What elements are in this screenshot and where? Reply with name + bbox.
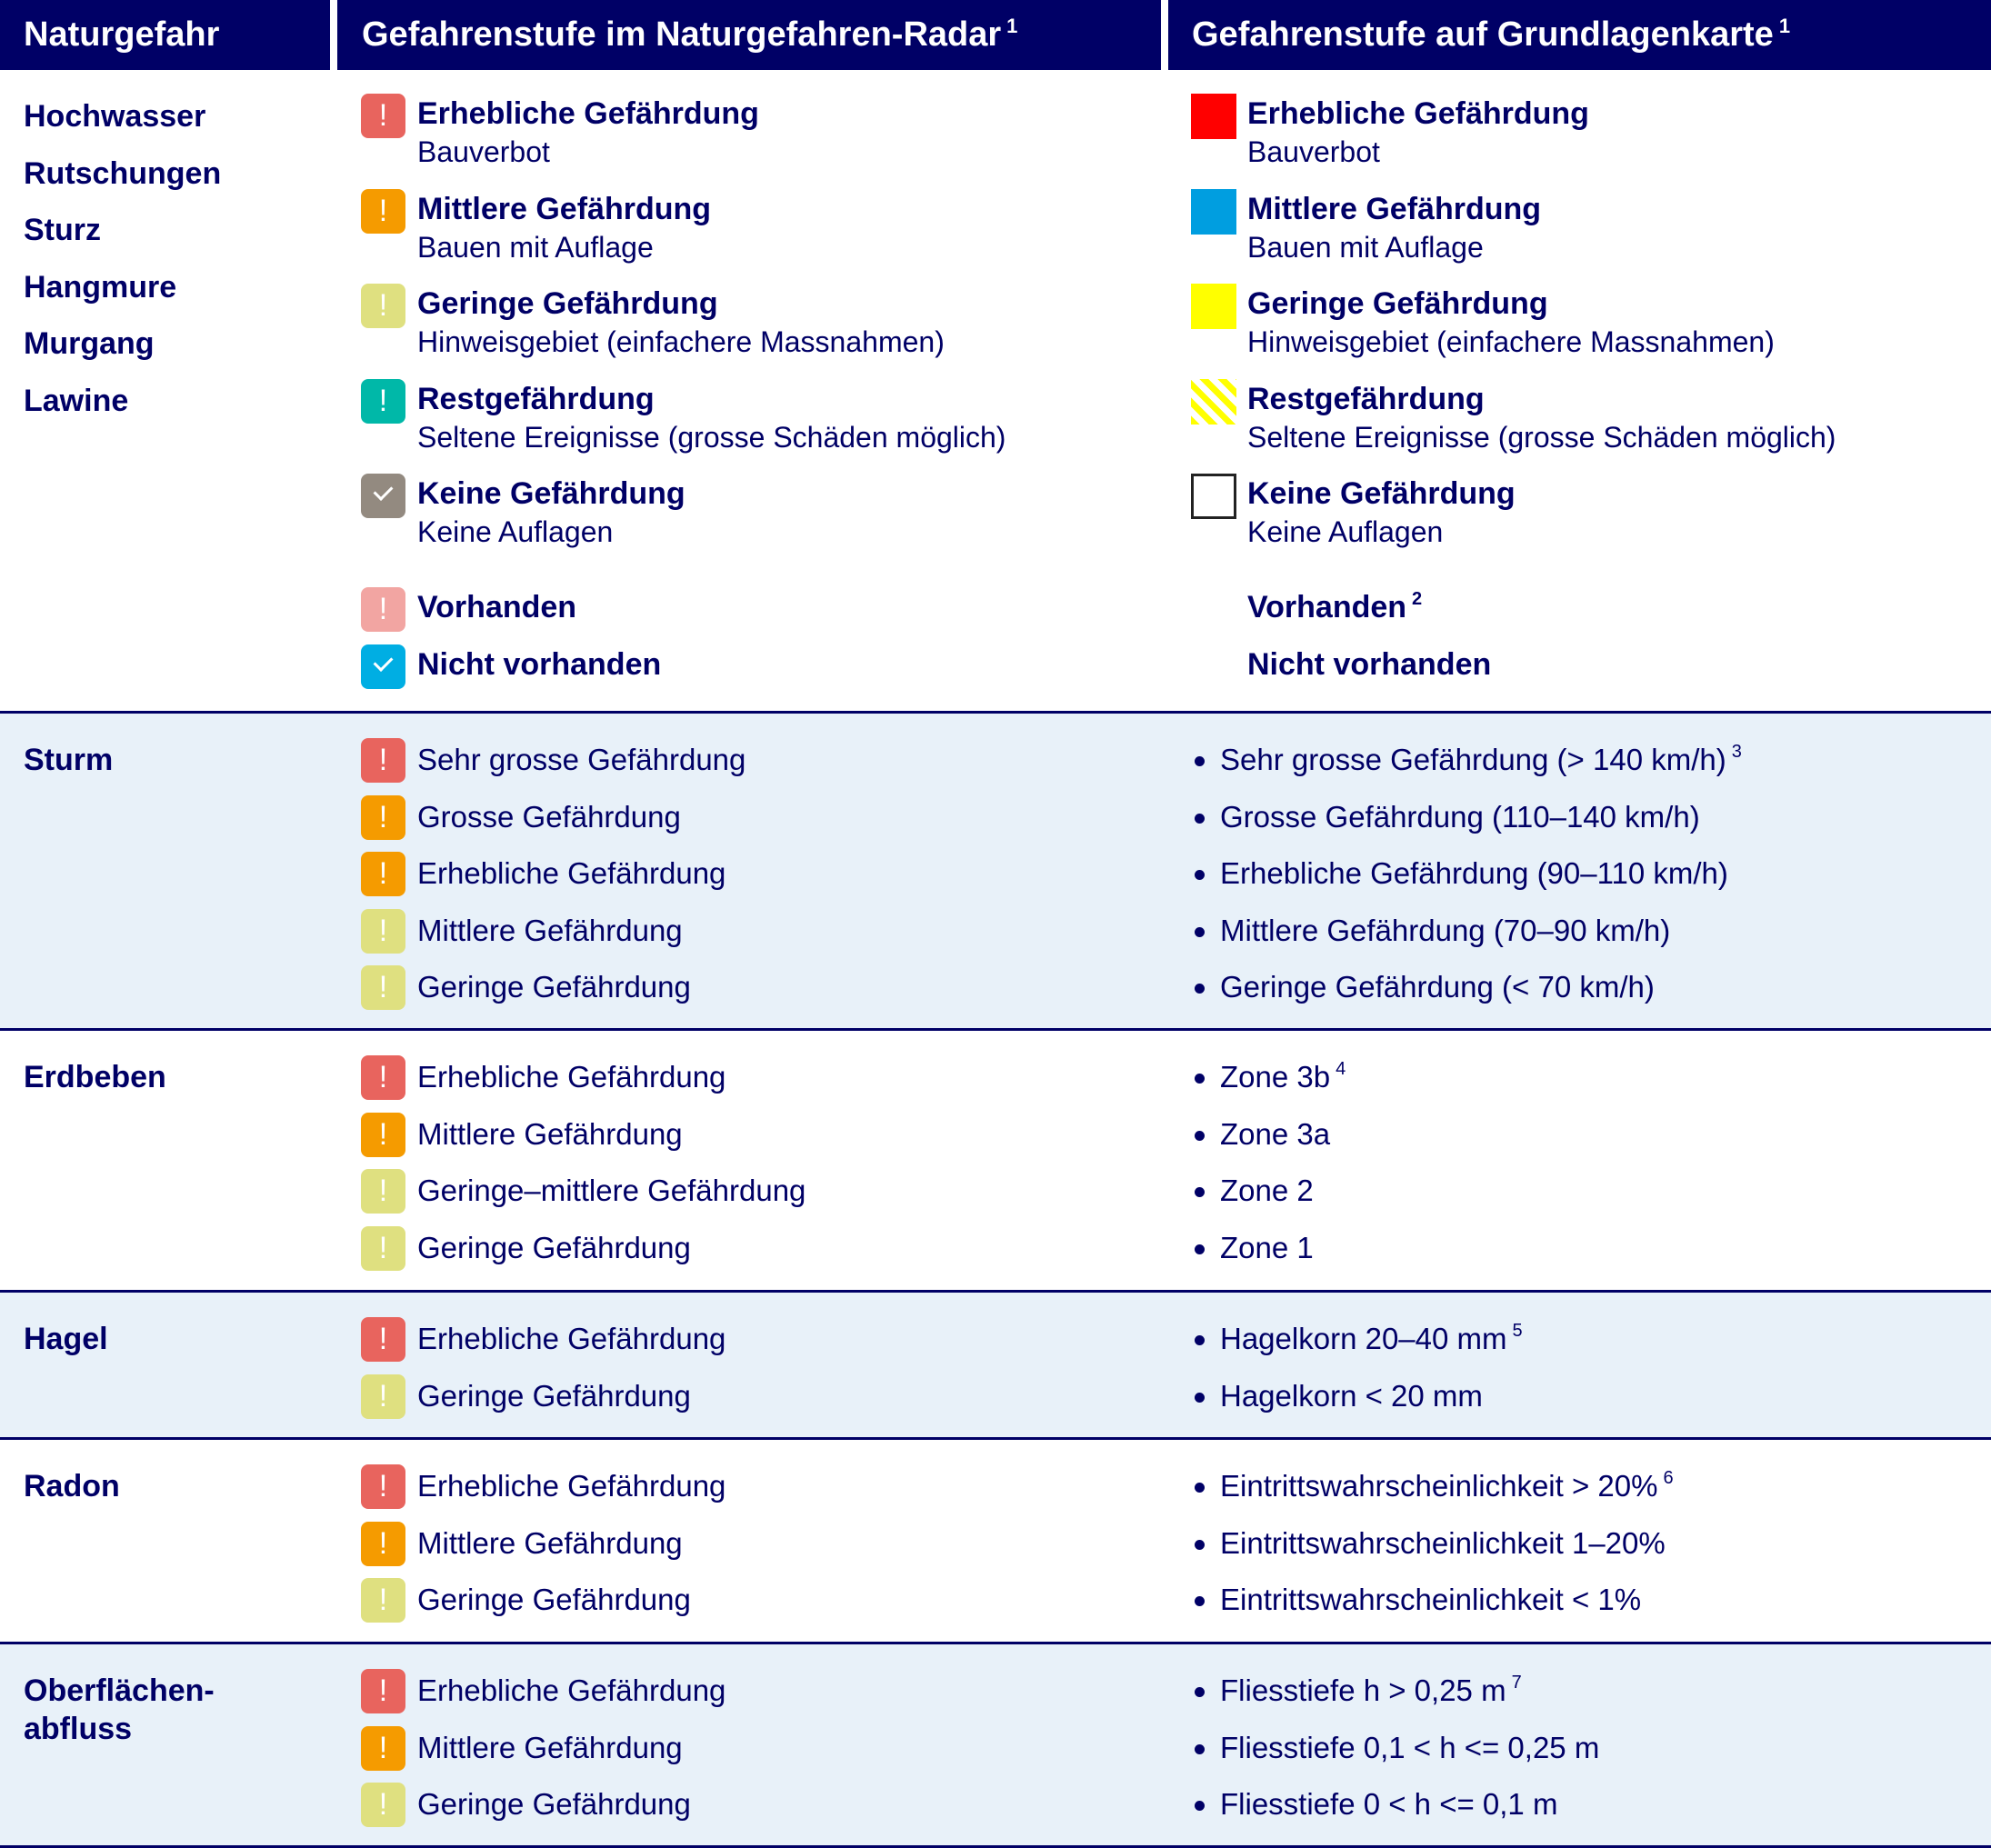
map-level-item: [1191, 1572, 1674, 1629]
level-title: Erhebliche Gefährdung: [417, 96, 759, 131]
level-label: Erhebliche Gefährdung: [417, 1322, 726, 1355]
map-level-list: [1191, 94, 1836, 702]
map-level-label: Mittlere Gefährdung (70–90 km/h): [1220, 913, 1671, 947]
map-level-list: [1191, 1663, 1599, 1833]
level-title: Mittlere Gefährdung: [1247, 191, 1542, 226]
level-label: Erhebliche Gefährdung: [417, 1060, 726, 1094]
map-level-label: Fliesstiefe 0,1 < h <= 0,25 m: [1220, 1730, 1600, 1764]
map-level-label: Eintrittswahrscheinlichkeit < 1%: [1220, 1583, 1642, 1616]
hazard-name: Lawine: [24, 383, 129, 418]
header-map-label: Gefahrenstufe auf Grundlagenkarte: [1192, 15, 1774, 54]
map-level-label: Zone 2: [1220, 1174, 1314, 1207]
map-level-list: [1191, 1049, 1346, 1276]
radar-level-item: [361, 1515, 725, 1573]
map-level-item: [1191, 1515, 1674, 1573]
radar-level-list: [361, 94, 1006, 702]
map-level-item: [1191, 789, 1742, 846]
level-description: Keine Auflagen: [1247, 515, 1444, 548]
hazard-name: [24, 732, 113, 789]
exclamation-icon: !: [361, 1522, 405, 1566]
level-title: Geringe Gefährdung: [417, 286, 718, 321]
radar-level-item: [361, 1220, 805, 1277]
exclamation-icon: !: [361, 965, 405, 1010]
hazard-name: [24, 1311, 108, 1368]
radar-presence-item: [361, 644, 1006, 702]
hazard-name: Hochwasser: [24, 99, 206, 134]
hazard-name: [24, 1663, 215, 1748]
level-label: Geringe Gefährdung: [417, 1583, 691, 1616]
footnote-ref: 4: [1336, 1059, 1346, 1079]
section-gravitational-hazards: [0, 70, 1991, 714]
exclamation-icon: !: [361, 379, 405, 424]
radar-level-item: [361, 789, 745, 846]
level-description: Bauen mit Auflage: [1247, 230, 1484, 264]
level-label: Geringe Gefährdung: [417, 1378, 691, 1413]
map-level-label: Fliesstiefe h > 0,25 m: [1220, 1673, 1506, 1707]
exclamation-icon: !: [361, 738, 405, 783]
map-level-item: [1191, 379, 1836, 474]
presence-label: [1247, 644, 1836, 684]
section-hagel: [0, 1293, 1991, 1440]
hazard-name: Rutschungen: [24, 155, 222, 191]
hazard-name: Sturz: [24, 213, 101, 247]
footnote-ref: 5: [1512, 1321, 1523, 1341]
exclamation-icon: !: [361, 1113, 405, 1157]
level-label: Geringe Gefährdung: [417, 1787, 691, 1821]
hazard-name-text: Sturm: [24, 743, 114, 777]
exclamation-icon: !: [361, 1464, 405, 1509]
map-level-item: [1191, 1720, 1599, 1777]
map-level-item: [1191, 959, 1742, 1016]
radar-level-item: [361, 732, 745, 789]
level-label: Geringe Gefährdung: [417, 970, 691, 1004]
hazard-name-text: Erdbeben: [24, 1060, 166, 1094]
radar-level-item: [361, 284, 1006, 379]
level-description: Hinweisgebiet (einfachere Massnahmen): [1247, 325, 1775, 358]
map-level-item: [1191, 1458, 1674, 1515]
exclamation-icon: !: [361, 1169, 405, 1214]
header-naturgefahr: [0, 0, 330, 70]
hazard-name: [24, 1049, 166, 1106]
map-presence-item: [1191, 644, 1836, 702]
radar-level-list: [361, 1049, 805, 1276]
map-level-label: Zone 3b: [1220, 1060, 1331, 1094]
hazard-name: Murgang: [24, 326, 155, 361]
level-description: Seltene Ereignisse (grosse Schäden möglich): [1247, 420, 1836, 454]
level-title: Restgefährdung: [417, 381, 655, 416]
map-level-item: [1191, 845, 1742, 903]
checkmark-icon: [361, 474, 405, 518]
level-title: Keine Gefährdung: [417, 476, 685, 511]
level-label: Mittlere Gefährdung: [417, 913, 683, 947]
footnote-ref: 7: [1511, 1673, 1522, 1693]
footnote-ref: 2: [1412, 588, 1423, 609]
exclamation-icon: !: [361, 1669, 405, 1713]
radar-level-item: [361, 1458, 725, 1515]
map-level-list: [1191, 1458, 1674, 1629]
map-level-item: [1191, 1663, 1599, 1720]
radar-level-item: [361, 1311, 725, 1368]
header-radar-level: [337, 0, 1161, 70]
level-label: Geringe Gefährdung: [417, 1230, 691, 1264]
map-level-item: [1191, 903, 1742, 960]
spacer: [361, 569, 1006, 587]
map-level-label: Grosse Gefährdung (110–140 km/h): [1220, 799, 1700, 834]
map-level-label: Erhebliche Gefährdung (90–110 km/h): [1220, 856, 1728, 890]
map-level-item: [1191, 1311, 1523, 1368]
level-title: Mittlere Gefährdung: [417, 191, 712, 226]
map-level-item: [1191, 1368, 1523, 1425]
level-label: Grosse Gefährdung: [417, 799, 681, 834]
radar-level-item: [361, 474, 1006, 569]
header-map-level: [1168, 0, 1991, 70]
hazard-name: Hangmure: [24, 269, 177, 305]
radar-level-item: [361, 379, 1006, 474]
section-erdbeben: [0, 1031, 1991, 1293]
radar-presence-item: [361, 587, 1006, 644]
hazard-name-line: abfluss: [24, 1712, 133, 1746]
level-label: Erhebliche Gefährdung: [417, 856, 726, 890]
hazard-name: [24, 1458, 120, 1515]
spacer: [1191, 569, 1836, 587]
map-level-item: [1191, 1163, 1346, 1220]
map-level-label: Fliesstiefe 0 < h <= 0,1 m: [1220, 1787, 1558, 1821]
blue-swatch-icon: [1191, 189, 1236, 235]
radar-level-item: [361, 845, 745, 903]
exclamation-icon: !: [361, 1226, 405, 1271]
exclamation-icon: !: [361, 284, 405, 328]
footnote-ref: 6: [1663, 1468, 1674, 1488]
map-level-label: Geringe Gefährdung (< 70 km/h): [1220, 970, 1655, 1004]
map-level-label: Zone 1: [1220, 1230, 1314, 1264]
exclamation-icon: !: [361, 1055, 405, 1100]
radar-level-item: [361, 1106, 805, 1164]
level-label: Sehr grosse Gefährdung: [417, 743, 746, 776]
map-presence-item: [1191, 587, 1836, 644]
level-description: Hinweisgebiet (einfachere Massnahmen): [417, 325, 945, 358]
exclamation-icon: !: [361, 795, 405, 840]
map-level-item: [1191, 284, 1836, 379]
map-level-label: Eintrittswahrscheinlichkeit > 20%: [1220, 1469, 1658, 1503]
section-radon: [0, 1440, 1991, 1644]
radar-level-item: [361, 1720, 725, 1777]
white-outline-swatch-icon: [1191, 474, 1236, 519]
radar-level-item: [361, 189, 1006, 285]
level-description: Keine Auflagen: [417, 515, 614, 548]
radar-level-item: [361, 1663, 725, 1720]
level-description: Bauverbot: [1247, 135, 1380, 168]
presence-label: Nicht vorhanden: [417, 646, 662, 682]
radar-level-list: [361, 732, 745, 1016]
radar-level-item: [361, 1368, 725, 1425]
level-description: Bauverbot: [417, 135, 550, 168]
presence-label: Vorhanden: [417, 589, 577, 624]
exclamation-icon: !: [361, 189, 405, 234]
radar-level-item: [361, 903, 745, 960]
checkmark-icon: [361, 644, 405, 689]
level-description: Bauen mit Auflage: [417, 230, 654, 264]
exclamation-icon: !: [361, 587, 405, 632]
header-naturgefahr-label: Naturgefahr: [24, 15, 220, 54]
presence-label-text: Vorhanden: [1247, 589, 1407, 624]
header-radar-label: Gefahrenstufe im Naturgefahren-Radar: [362, 15, 1002, 54]
presence-label: [1247, 587, 1836, 627]
level-label: Mittlere Gefährdung: [417, 1525, 683, 1560]
radar-level-item: [361, 1049, 805, 1106]
radar-level-item: [361, 94, 1006, 189]
level-label: Mittlere Gefährdung: [417, 1116, 683, 1151]
map-level-label: Eintrittswahrscheinlichkeit 1–20%: [1220, 1525, 1666, 1560]
radar-level-item: [361, 1163, 805, 1220]
map-level-item: [1191, 474, 1836, 569]
map-level-item: [1191, 1106, 1346, 1164]
red-swatch-icon: [1191, 94, 1236, 139]
hazard-name-text: Radon: [24, 1469, 120, 1503]
exclamation-icon: !: [361, 1783, 405, 1827]
radar-level-list: [361, 1311, 725, 1424]
section-oberflächen-abfluss: [0, 1644, 1991, 1848]
hazard-list: [24, 88, 221, 429]
exclamation-icon: !: [361, 909, 405, 954]
level-title: Erhebliche Gefährdung: [1247, 96, 1589, 131]
level-label: Geringe–mittlere Gefährdung: [417, 1174, 806, 1207]
presence-label-text: Nicht vorhanden: [1247, 646, 1492, 682]
map-level-item: [1191, 1776, 1599, 1833]
radar-level-list: [361, 1663, 725, 1833]
radar-level-item: [361, 1776, 725, 1833]
exclamation-icon: !: [361, 852, 405, 896]
map-level-item: [1191, 94, 1836, 189]
radar-level-item: [361, 1572, 725, 1629]
map-level-list: [1191, 732, 1742, 1016]
map-level-item: [1191, 1049, 1346, 1106]
level-title: Restgefährdung: [1247, 381, 1485, 416]
exclamation-icon: !: [361, 1317, 405, 1362]
map-level-label: Hagelkorn < 20 mm: [1220, 1378, 1483, 1413]
level-title: Keine Gefährdung: [1247, 476, 1516, 511]
map-level-list: [1191, 1311, 1523, 1424]
exclamation-icon: !: [361, 94, 405, 138]
hazard-name-text: Hagel: [24, 1322, 108, 1356]
radar-level-list: [361, 1458, 725, 1629]
yellow-stripes-swatch-icon: [1191, 379, 1236, 425]
level-label: Erhebliche Gefährdung: [417, 1469, 726, 1503]
map-level-label: Hagelkorn 20–40 mm: [1220, 1322, 1507, 1355]
level-label: Erhebliche Gefährdung: [417, 1673, 726, 1707]
radar-level-item: [361, 959, 745, 1016]
map-level-item: [1191, 1220, 1346, 1277]
hazard-name-line: Oberflächen-: [24, 1673, 215, 1708]
map-level-label: Zone 3a: [1220, 1116, 1331, 1151]
level-description: Seltene Ereignisse (grosse Schäden möglich): [417, 420, 1006, 454]
table-header: [0, 0, 1991, 70]
yellow-swatch-icon: [1191, 284, 1236, 329]
level-label: Mittlere Gefährdung: [417, 1730, 683, 1764]
map-level-item: [1191, 189, 1836, 285]
exclamation-icon: !: [361, 1726, 405, 1771]
footnote-ref: 1: [1006, 15, 1018, 37]
footnote-ref: 3: [1731, 742, 1742, 762]
map-level-item: [1191, 732, 1742, 789]
footnote-ref: 1: [1778, 15, 1791, 37]
exclamation-icon: !: [361, 1374, 405, 1419]
section-sturm: [0, 714, 1991, 1031]
map-level-label: Sehr grosse Gefährdung (> 140 km/h): [1220, 743, 1726, 776]
level-title: Geringe Gefährdung: [1247, 286, 1548, 321]
exclamation-icon: !: [361, 1578, 405, 1623]
